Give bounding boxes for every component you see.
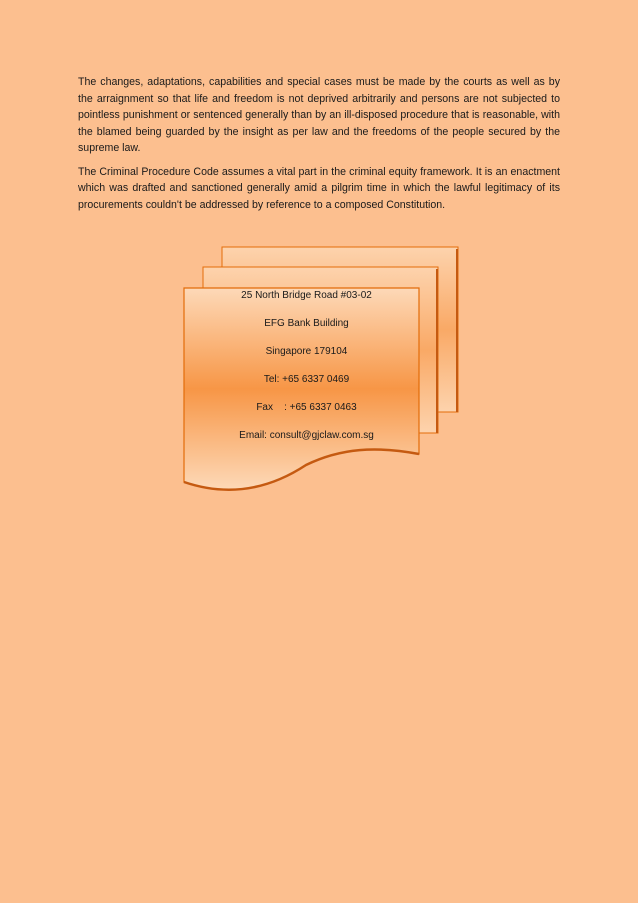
address-block xyxy=(184,282,429,450)
address-line-building: EFG Bank Building xyxy=(264,318,349,329)
contact-card xyxy=(176,240,466,500)
body-text xyxy=(78,74,560,220)
telephone: Tel: +65 6337 0469 xyxy=(263,374,350,385)
email: Email: consult@gjclaw.com.sg xyxy=(239,430,374,441)
fax: Fax : +65 6337 0463 xyxy=(256,402,357,413)
address-line-street: 25 North Bridge Road #03-02 xyxy=(241,290,372,301)
paragraph-1: The changes, adaptations, capabilities and special cases must be made by the courts as well as by the arraignment so that life and freedom is not deprived arbitrarily and persons are not subjected to pointless punishment or sentenced generally than by an ill-disposed procedure that is reasonable, with the blamed being guarded by the insight as per law and the freedoms of the people secured by the supreme law. xyxy=(78,76,560,154)
paragraph-2: The Criminal Procedure Code assumes a vital part in the criminal equity framework. It is an enactment which was drafted and sanctioned generally amid a pilgrim time in which the lawful legitimacy of its procurements couldn't be addressed by reference to a composed Constitution. xyxy=(78,165,560,211)
address-line-city: Singapore 179104 xyxy=(265,346,348,357)
